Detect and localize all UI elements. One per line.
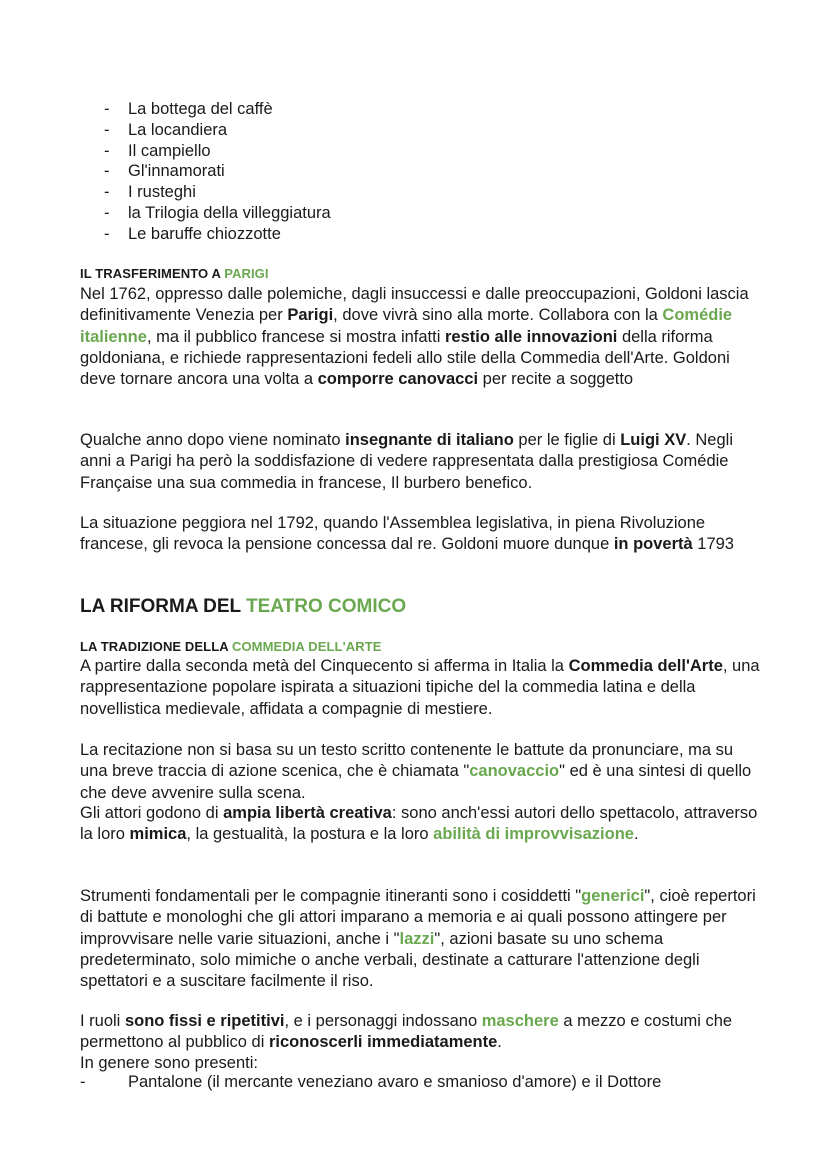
list-dash: -	[104, 141, 110, 160]
list-item	[80, 120, 331, 141]
list-item-text: la Trilogia della villeggiatura	[128, 203, 331, 222]
list-dash: -	[104, 203, 110, 222]
list-item	[80, 161, 331, 182]
list-item-text: La bottega del caffè	[128, 100, 273, 118]
page-title-riforma: LA RIFORMA DEL TEATRO COMICO	[80, 596, 407, 617]
paragraph-paris-3: La situazione peggiora nel 1792, quando l'Assemblea legislativa, in piena Rivoluzione francese, gli revoca la pensione concessa dal re. Goldoni muore dunque in povertà 1793	[80, 514, 734, 554]
list-item-text: La locandiera	[128, 120, 228, 139]
paragraph-commedia-4: Strumenti fondamentali per le compagnie itineranti sono i cosiddetti "generici", cioè repertori di battute e monologhi che gli attori imparano a memoria e ai quali possono attingere per improvvisare nelle varie situazioni, anche i "lazzi", azioni basate su uno schema predeterminato, solo mimiche o anche verbali, destinate a catturare l'attenzione degli spettatori e a suscitare facilmente il riso.	[80, 887, 756, 991]
list-dash: -	[80, 1073, 86, 1091]
list-item	[80, 203, 331, 224]
list-dash: -	[104, 162, 110, 181]
list-dash: -	[104, 183, 110, 202]
list-item	[80, 99, 331, 120]
list-item-text: Gl'innamorati	[128, 162, 225, 181]
list-dash: -	[104, 224, 110, 243]
paragraph-commedia-6: In genere sono presenti:	[80, 1054, 258, 1072]
works-list	[80, 99, 331, 245]
list-item	[80, 182, 331, 203]
section-heading-commedia: LA TRADIZIONE DELLA COMMEDIA DELL'ARTE	[80, 639, 382, 654]
paragraph-commedia-3: Gli attori godono di ampia libertà creativa: sono anch'essi autori dello spettacolo, attraverso la loro mimica, la gestualità, la postura e la loro abilità di improvvisazione.	[80, 804, 758, 844]
paragraph-paris-2: Qualche anno dopo viene nominato insegnante di italiano per le figlie di Luigi XV. Negli anni a Parigi ha però la soddisfazione di vedere rappresentata dalla prestigiosa Comédie Française una sua commedia in francese, Il burbero benefico.	[80, 431, 733, 492]
paragraph-paris-1: Nel 1762, oppresso dalle polemiche, dagli insuccessi e dalle preoccupazioni, Goldoni lascia definitivamente Venezia per Parigi, dove vivrà sino alla morte. Collabora con la Comédie italienne, ma il pubblico francese si mostra infatti restio alle innovazioni della riforma goldoniana, e richiede rappresentazioni fedeli allo stile della Commedia dell'Arte. Goldoni deve tornare ancora una volta a comporre canovacci per recite a soggetto	[80, 285, 749, 389]
paragraph-commedia-5: I ruoli sono fissi e ripetitivi, e i personaggi indossano maschere a mezzo e costumi che permettono al pubblico di riconoscerli immediatamente.	[80, 1012, 733, 1052]
list-item-text: I rusteghi	[128, 183, 196, 202]
list-item-text: Le baruffe chiozzotte	[128, 224, 281, 243]
list-dash: -	[104, 120, 110, 139]
paragraph-commedia-2: La recitazione non si basa su un testo scritto contenente le battute da pronunciare, ma su una breve traccia di azione scenica, che è chiamata "canovaccio" ed è una sintesi di quello che deve avvenire sulla scena.	[80, 741, 752, 802]
paragraph-commedia-1: A partire dalla seconda metà del Cinquecento si afferma in Italia la Commedia dell'Arte, una rappresentazione popolare ispirata a situazioni tipiche del la commedia latina e della novellistica medievale, affidata a compagnie di mestiere.	[80, 657, 760, 718]
list-item	[80, 1072, 661, 1093]
section-heading-paris: IL TRASFERIMENTO A PARIGI	[80, 266, 269, 281]
list-item	[80, 224, 331, 245]
list-item-text: Pantalone (il mercante veneziano avaro e smanioso d'amore) e il Dottore	[128, 1073, 662, 1091]
list-item	[80, 141, 331, 162]
list-item-text: Il campiello	[128, 141, 211, 160]
list-dash: -	[104, 100, 110, 118]
